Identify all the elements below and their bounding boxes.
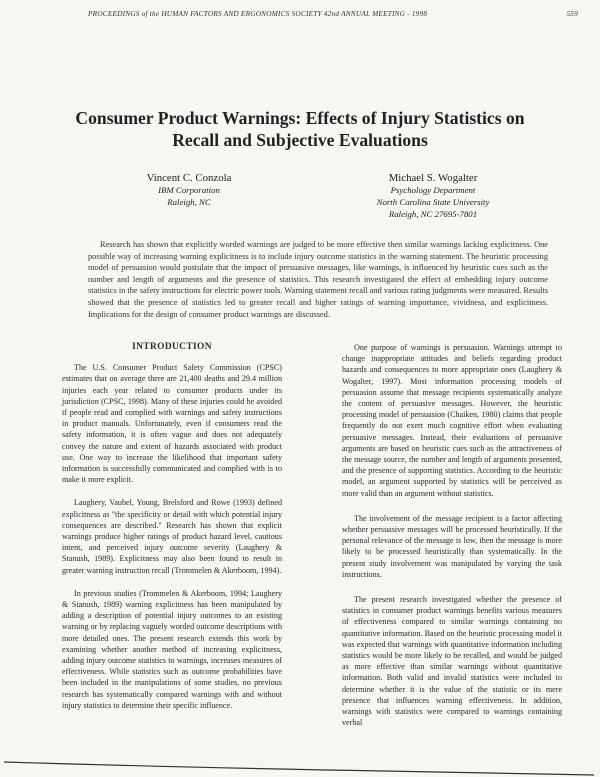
paragraph: The present research investigated whether the presence of statistics in consumer product warnings benefits various measures of effectiveness compared to similar warnings containing no quantitative information. Based on the heuristic processing model it was expected that warnings with quantitative information including statistics would be more likely to be recalled, and would be judged as more effective than similar warnings without quantitative information. Both valid and invalid statistics were included to determine whether it is the value of the statistic or its mere presence that influences warning effectiveness. In addition, warnings with statistics were compared to warnings containing verbal — [342, 595, 562, 728]
author-location: Raleigh, NC 27695-7801 — [388, 209, 478, 219]
paragraph: In previous studies (Trommelen & Akerboom, 1994; Laughery & Stanush, 1989) warning explicitness has been manipulated by adding a description of potential injury outcomes to an existing warning or by replacing vaguely worded outcome descriptions with more detailed ones. The present research extends this work by examining whether another method of increasing explicitness, adding injury outcome statistics to warnings, increases measures of effectiveness. While statistics such as outcome probabilities have been included in the manipulations of some studies, no previous research has systematically compared warnings with and without injury statistics to determine their specific influence. — [62, 588, 282, 710]
running-header — [88, 9, 578, 18]
author-department: North Carolina State University — [376, 197, 490, 207]
paragraph: The involvement of the message recipient is a factor affecting whether persuasive messages will be processed heuristically. If the personal relevance of the message is low, then the message is more likely to be processed heuristically than systematically. In the present study involvement was manipulated by varying the task instructions. — [342, 513, 562, 579]
author-affiliation: Psychology Department — [390, 185, 476, 195]
author-name: Michael S. Wogalter — [388, 172, 478, 184]
right-column — [342, 342, 562, 741]
section-heading: INTRODUCTION — [132, 342, 212, 352]
author-block-2 — [348, 172, 518, 220]
page-number: 559 — [566, 9, 578, 18]
left-column — [62, 342, 282, 723]
author-affiliation: IBM Corporation — [158, 185, 220, 195]
abstract: Research has shown that explicitly worded warnings are judged to be more effective then similar warnings lacking explicitness. One possible way of increasing warning explicitness is to include injury outcome statistics in the warning statement. The heuristic processing model of persuasion would postulate that the impact of persuasive messages, like warnings, is influenced by heuristic cues such as the number and length of arguments and the presence of statistics. This research investigated the effect of embedding injury outcome statistics in the safety instructions for electric power tools. Warning statement recall and various rating judgments were measured. Results showed that the presence of statistics led to greater recall and higher ratings of warning importance, vividness, and explicitness. Implications for the design of consumer product warnings are discussed. — [88, 240, 548, 319]
scan-edge-line — [4, 760, 594, 776]
paragraph: Laughery, Vaubel, Young, Brelsford and Rowe (1993) defined explicitness as "the specificity or detail with which potential injury consequences are described." Research has shown that explicit warnings produce higher ratings of product hazard level, cautious intent, and perceived injury outcome severity (Laughery & Stanush, 1989). Explicitness may also been found to result in greater warning instruction recall (Trommelen & Akerboom, 1994). — [62, 498, 282, 575]
author-location: Raleigh, NC — [167, 197, 211, 207]
running-head: PROCEEDINGS of the HUMAN FACTORS AND ERGONOMICS SOCIETY 42nd ANNUAL MEETING - 1998 — [88, 9, 428, 18]
paragraph: The U.S. Consumer Product Safety Commission (CPSC) estimates that on average there are 21,400 deaths and 29.4 million injuries each year related to consumer products under its jurisdiction (CPSC, 1998). Many of these injuries could be avoided if people read and complied with warnings and safety instructions in product manuals. Unfortunately, even if consumers read the safety information, it is often vague and does not adequately convey the nature and extent of hazards associated with product use. One way to increase the likelihood that important safety information is successfully communicated and complied with is to make it more explicit. — [62, 363, 282, 485]
paragraph: One purpose of warnings is persuasion. Warnings attempt to change inappropriate attitudes and beliefs regarding product hazards and consequences to more appropriate ones (Laughery & Wogalter, 1997). Most information processing models of persuasion assume that message recipients systematically analyze the content of persuasive messages. However, the heuristic processing model of persuasion (Chaiken, 1980) claims that people frequently do not exert much cognitive effort when evaluating persuasive messages. Instead, their evaluations of persuasive arguments are based on heuristic cues such as the attractiveness of the message source, the number and length of arguments presented, and the presence of supporting statistics. According to the heuristic model, an argument supported by statistics will be perceived as more valid than an argument without statistics. — [342, 343, 562, 498]
author-block-1 — [114, 172, 264, 208]
paper-title: Consumer Product Warnings: Effects of Injury Statistics on Recall and Subjective Evaluations — [75, 108, 525, 150]
author-name: Vincent C. Conzola — [146, 172, 232, 184]
